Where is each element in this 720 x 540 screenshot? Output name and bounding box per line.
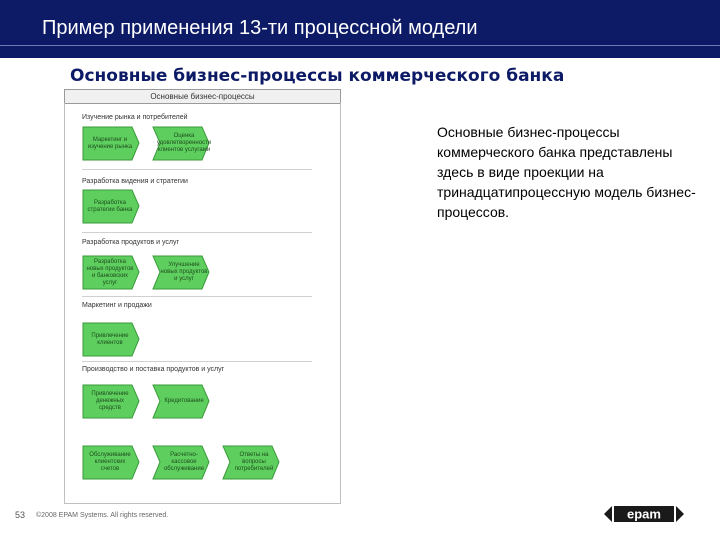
- section-title: Изучение рынка и потребителей: [82, 114, 188, 121]
- process-block-label: Маркетинг и изучение рынка: [87, 136, 133, 150]
- process-block-label: Разработка новых продуктов и банковских услуг: [86, 258, 134, 286]
- process-block-label: Улучшение новых продуктов и услуг: [160, 262, 208, 282]
- process-block-label: Кредитование: [164, 398, 204, 404]
- section-title: Маркетинг и продажи: [82, 302, 152, 309]
- process-block-label: Привлечение денежных средств: [91, 391, 129, 411]
- slide-header: [0, 0, 720, 58]
- process-block-label: Ответы на вопросы потребителей: [234, 452, 274, 472]
- section-title: Разработка продуктов и услуг: [82, 239, 180, 246]
- description-text: Основные бизнес-процессы коммерческого банка представлены здесь в виде проекции на тринадцатипроцессную модель бизнес-процессов.: [437, 124, 696, 220]
- slide-title: Пример применения 13-ти процессной модели: [42, 17, 478, 39]
- section-divider: [82, 296, 312, 297]
- process-diagram: [64, 89, 341, 504]
- section-divider: [82, 232, 312, 233]
- section-title: Производство и поставка продуктов и услуг: [82, 366, 225, 373]
- process-block-label: Оценка удовлетворенности клиентов услугами: [156, 133, 212, 153]
- page-number: 53: [15, 510, 26, 520]
- logo-text: epam: [627, 506, 661, 522]
- slide-subtitle: Основные бизнес-процессы коммерческого банка: [70, 66, 565, 86]
- copyright-text: ©2008 EPAM Systems. All rights reserved.: [36, 512, 169, 519]
- section-divider: [82, 169, 312, 170]
- process-block-label: Обслуживание клиентских счетов: [89, 452, 131, 472]
- header-divider: [0, 45, 720, 46]
- section-title: Разработка видения и стратегии: [82, 178, 188, 185]
- epam-logo: [604, 504, 684, 524]
- process-block-label: Разработка стратегии банка: [87, 199, 133, 213]
- process-block-label: Расчетно-кассовое обслуживание: [163, 452, 205, 472]
- process-block-label: Привлечение клиентов: [91, 332, 129, 346]
- diagram-header: Основные бизнес-процессы: [64, 89, 341, 104]
- section-divider: [82, 361, 312, 362]
